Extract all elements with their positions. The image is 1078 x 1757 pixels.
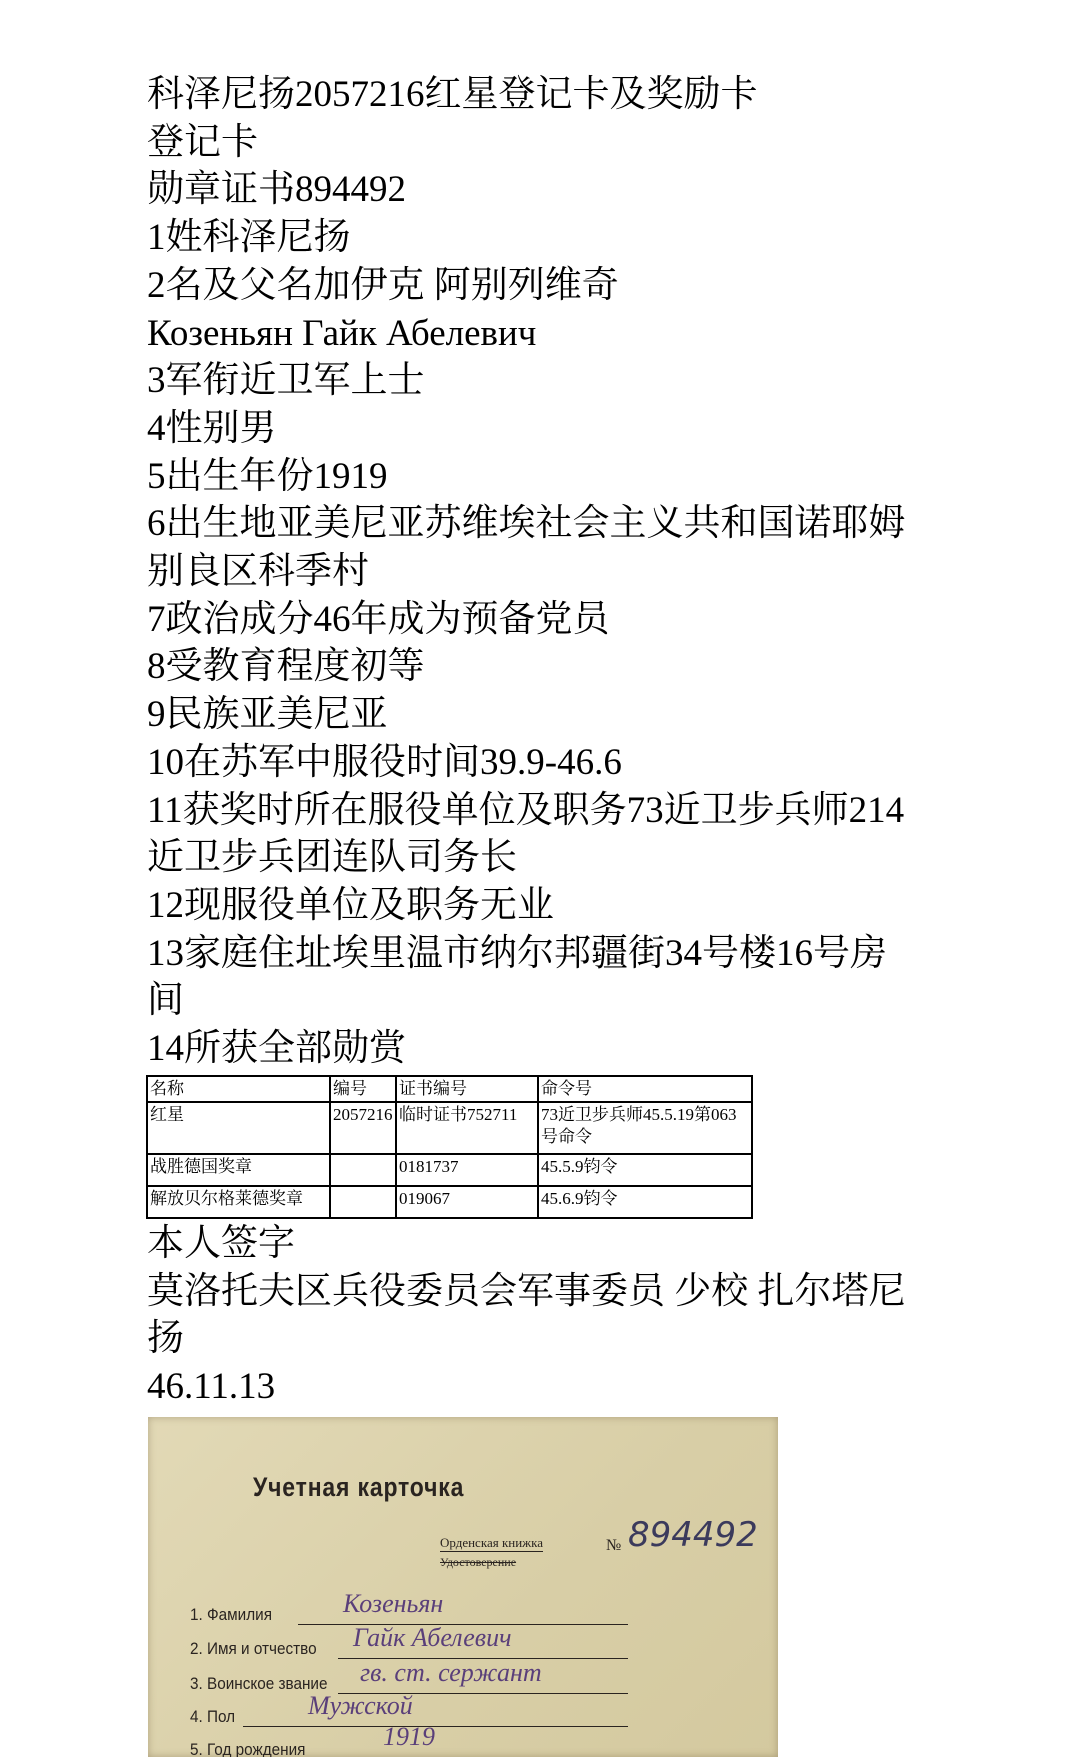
field-label: 1. Фамилия bbox=[190, 1605, 272, 1624]
card-line: 科泽尼扬2057216红星登记卡及奖励卡 bbox=[147, 74, 758, 115]
cell bbox=[330, 1186, 396, 1218]
field-value: Козеньян bbox=[343, 1589, 444, 1618]
field-label: 2. Имя и отчество bbox=[190, 1639, 317, 1658]
card-line: 13家庭住址埃里温市纳尔邦疆街34号楼16号房 bbox=[147, 932, 887, 974]
cell: 临时证书752711 bbox=[396, 1102, 538, 1154]
cell: 0181737 bbox=[396, 1154, 538, 1186]
card-line: 8受教育程度初等 bbox=[147, 646, 425, 688]
card-number: 894492 bbox=[628, 1515, 758, 1555]
card-line: 4性别男 bbox=[147, 407, 277, 449]
signature-label: 本人签字 bbox=[147, 1223, 295, 1264]
card-line: 近卫步兵团连队司务长 bbox=[147, 837, 517, 879]
cell: 战胜德国奖章 bbox=[147, 1154, 330, 1186]
commissar-line-cont: 扬 bbox=[147, 1318, 184, 1360]
date: 46.11.13 bbox=[147, 1366, 276, 1408]
certificate-label: Удостоверение bbox=[440, 1555, 517, 1569]
card-line: 5出生年份1919 bbox=[147, 455, 388, 497]
card-line: 12现服役单位及职务无业 bbox=[147, 884, 554, 926]
header-number: 编号 bbox=[330, 1076, 396, 1102]
field-value: гв. ст. сержант bbox=[360, 1658, 542, 1687]
card-line: 9民族亚美尼亚 bbox=[147, 694, 388, 736]
field-label: 3. Воинское звание bbox=[190, 1674, 328, 1693]
card-line: 7政治成分46年成为预备党员 bbox=[147, 598, 610, 640]
order-book-label: Орденская книжка bbox=[440, 1535, 544, 1550]
cell: 45.6.9钧令 bbox=[538, 1186, 752, 1218]
registration-card-scan bbox=[148, 1417, 778, 1757]
cell: 2057216 bbox=[330, 1102, 396, 1154]
card-line: 11获奖时所在服役单位及职务73近卫步兵师214 bbox=[147, 789, 905, 831]
card-transcription bbox=[147, 71, 987, 1073]
card-line: 2名及父名加伊克 阿别列维奇 bbox=[147, 264, 619, 306]
field-label: 5. Год рождения bbox=[190, 1740, 306, 1757]
table-row bbox=[147, 1186, 752, 1218]
field-value: Мужской bbox=[308, 1691, 413, 1720]
card-line: Козеньян Гайк Абелевич bbox=[147, 312, 537, 354]
card-line: 1姓科泽尼扬 bbox=[147, 217, 351, 259]
cell: 45.5.9钧令 bbox=[538, 1154, 752, 1186]
card-line: 10在苏军中服役时间39.9-46.6 bbox=[147, 741, 622, 783]
cell bbox=[330, 1154, 396, 1186]
table-row bbox=[147, 1102, 752, 1154]
header-certificate: 证书编号 bbox=[396, 1076, 538, 1102]
field-rule bbox=[243, 1726, 628, 1727]
cell: 019067 bbox=[396, 1186, 538, 1218]
header-order: 命令号 bbox=[538, 1076, 752, 1102]
cell: 73近卫步兵师45.5.19第063号命令 bbox=[538, 1102, 752, 1154]
cell: 解放贝尔格莱德奖章 bbox=[147, 1186, 330, 1218]
card-line: 6出生地亚美尼亚苏维埃社会主义共和国诺耶姆 bbox=[147, 503, 906, 545]
card-line: 别良区科季村 bbox=[147, 551, 369, 593]
number-sign: № bbox=[606, 1537, 622, 1554]
table-row bbox=[147, 1154, 752, 1186]
card-line: 14所获全部勋赏 bbox=[147, 1028, 406, 1070]
card-line: 间 bbox=[147, 980, 184, 1022]
awards-table bbox=[146, 1075, 753, 1219]
card-line: 3军衔近卫军上士 bbox=[147, 360, 425, 402]
card-title: Учетная карточка bbox=[253, 1472, 465, 1502]
commissar-line: 莫洛托夫区兵役委员会军事委员 少校 扎尔塔尼 bbox=[147, 1270, 906, 1312]
field-value: 1919 bbox=[383, 1722, 435, 1751]
card-line: 勋章证书894492 bbox=[147, 169, 406, 211]
card-line: 登记卡 bbox=[147, 121, 258, 163]
header-name: 名称 bbox=[147, 1076, 330, 1102]
table-header-row bbox=[147, 1076, 752, 1102]
cell: 红星 bbox=[147, 1102, 330, 1154]
field-label: 4. Пол bbox=[190, 1707, 236, 1726]
field-value: Гайк Абелевич bbox=[353, 1623, 512, 1652]
signature-section bbox=[147, 1220, 906, 1411]
